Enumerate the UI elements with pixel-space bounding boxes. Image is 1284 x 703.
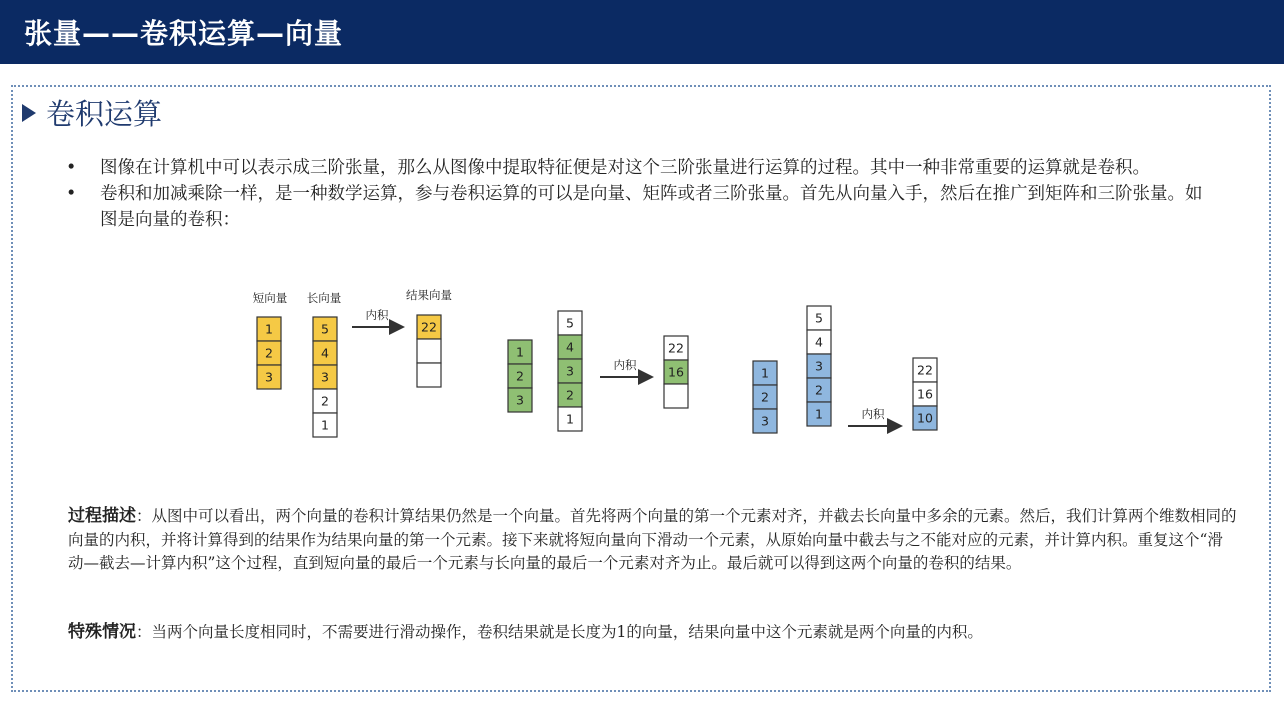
panel3-result-value: 10 bbox=[917, 410, 933, 426]
panel2-long-value: 5 bbox=[566, 315, 574, 331]
special-label: 特殊情况 bbox=[68, 622, 136, 642]
section-title bbox=[22, 92, 162, 133]
section-title-text: 卷积运算 bbox=[46, 97, 163, 131]
panel1-short-value: 1 bbox=[265, 321, 273, 337]
panel2-long-value: 4 bbox=[566, 339, 574, 355]
panel3-result-value: 22 bbox=[917, 362, 933, 378]
panel2-long-value: 3 bbox=[566, 363, 574, 379]
special-text: ：当两个向量长度相同时，不需要进行滑动操作，卷积结果就是长度为1的向量，结果向量中这个元素就是两个向量的内积。 bbox=[136, 623, 983, 641]
panel2-result-value: 22 bbox=[668, 340, 684, 356]
panel3-long-value: 2 bbox=[815, 382, 823, 398]
panel3-short-value: 2 bbox=[761, 389, 769, 405]
bullet-item bbox=[66, 181, 1206, 233]
panel2-short-value: 2 bbox=[516, 368, 524, 384]
bullet-item bbox=[66, 155, 1206, 181]
bullet-text: 卷积和加减乘除一样，是一种数学运算，参与卷积运算的可以是向量、矩阵或者三阶张量。首先从向量入手，然后在推广到矩阵和三阶张量。如图是向量的卷积： bbox=[100, 184, 1203, 230]
panel1-long-value: 3 bbox=[321, 369, 329, 385]
process-description bbox=[68, 505, 1238, 576]
arrow-bullet-icon bbox=[22, 104, 36, 122]
page-title: 张量——卷积运算—向量 bbox=[24, 17, 344, 50]
long-vector-label: 长向量 bbox=[306, 291, 342, 305]
panel2-short-value: 1 bbox=[516, 344, 524, 360]
bullet-marker: • bbox=[66, 184, 77, 204]
panel1-short-value: 3 bbox=[265, 369, 273, 385]
special-case bbox=[68, 621, 1238, 645]
panel1-long-value: 2 bbox=[321, 393, 329, 409]
panel2-op-label: 内积 bbox=[613, 358, 637, 372]
header-bar bbox=[0, 0, 1284, 64]
panel3-long-value: 5 bbox=[815, 310, 823, 326]
panel1-long-value: 4 bbox=[321, 345, 329, 361]
bullet-list bbox=[66, 155, 1206, 233]
panel3-short-value: 3 bbox=[761, 413, 769, 429]
panel2-short-value: 3 bbox=[516, 392, 524, 408]
panel1-result-cell bbox=[417, 363, 441, 387]
process-label: 过程描述 bbox=[68, 506, 136, 526]
panel3-long-value: 3 bbox=[815, 358, 823, 374]
panel1-result-cell bbox=[417, 339, 441, 363]
panel1-long-value: 5 bbox=[321, 321, 329, 337]
panel1-long-value: 1 bbox=[321, 417, 329, 433]
panel3-long-value: 1 bbox=[815, 406, 823, 422]
panel1-result-value: 22 bbox=[421, 319, 437, 335]
panel2-result-value: 16 bbox=[668, 364, 684, 380]
panel2-long-value: 1 bbox=[566, 411, 574, 427]
bullet-marker: • bbox=[66, 158, 77, 178]
panel3-result-value: 16 bbox=[917, 386, 933, 402]
panel3-long-value: 4 bbox=[815, 334, 823, 350]
panel2-result-cell bbox=[664, 384, 688, 408]
process-text: ：从图中可以看出，两个向量的卷积计算结果仍然是一个向量。首先将两个向量的第一个元素对齐，并截去长向量中多余的元素。然后，我们计算两个维数相同的向量的内积，并将计算得到的结果作为结果向量的第一个元素。接下来就将短向量向下滑动一个元素，从原始向量中截去与之不能对应的元素，并计算内积。重复这个“滑动—截去—计算内积”这个过程，直到短向量的最后一个元素与长向量的最后一个元素对齐为止。最后就可以得到这两个向量的卷积的结果。 bbox=[68, 507, 1237, 572]
panel1-short-value: 2 bbox=[265, 345, 273, 361]
vector-convolution-figure bbox=[240, 280, 960, 460]
panel2-long-value: 2 bbox=[566, 387, 574, 403]
panel1-op-label: 内积 bbox=[365, 308, 389, 322]
panel3-short-value: 1 bbox=[761, 365, 769, 381]
result-vector-label: 结果向量 bbox=[406, 288, 452, 302]
panel3-op-label: 内积 bbox=[861, 407, 885, 421]
short-vector-label: 短向量 bbox=[252, 291, 288, 305]
bullet-text: 图像在计算机中可以表示成三阶张量，那么从图像中提取特征便是对这个三阶张量进行运算的过程。其中一种非常重要的运算就是卷积。 bbox=[100, 158, 1150, 178]
